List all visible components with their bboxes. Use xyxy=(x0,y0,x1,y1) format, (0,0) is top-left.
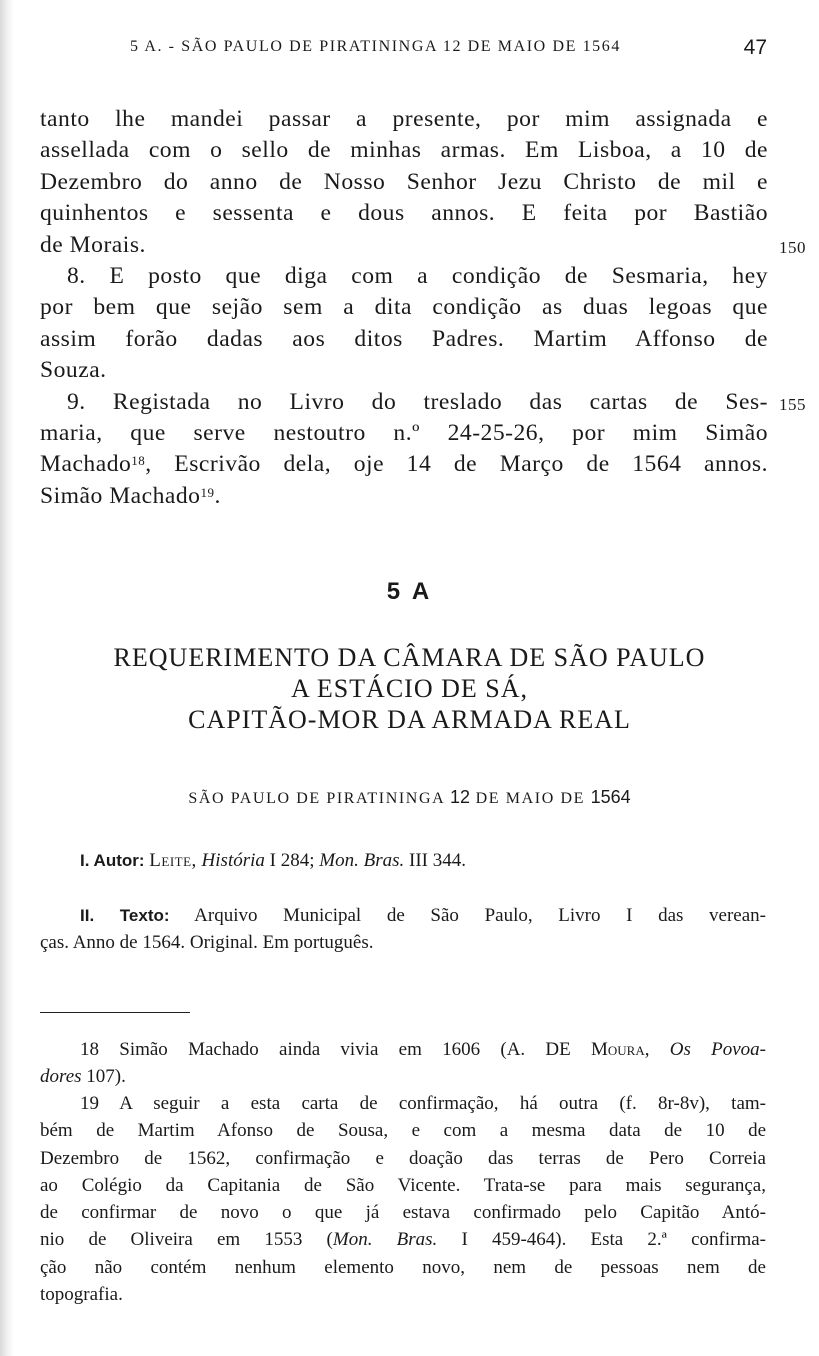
footnote-line: bém de Martim Afonso de Sousa, e com a mesma data de 10 de xyxy=(40,1120,766,1142)
footnote-19 xyxy=(40,1090,766,1308)
body-line: assellada com o sello de minhas armas. Em Lisboa, a 10 de xyxy=(40,137,768,164)
footnote-line xyxy=(40,1226,766,1253)
footnote-line: topografia. xyxy=(40,1284,123,1306)
footnote-author: Moura, xyxy=(591,1039,650,1060)
body-line-text: Simão Machado xyxy=(40,482,201,509)
margin-line-number: 155 xyxy=(779,394,806,414)
section-subheading xyxy=(0,787,819,808)
heading-line: REQUERIMENTO DA CÂMARA DE SÃO PAULO xyxy=(113,643,706,672)
texto-line1: Arquivo Municipal de São Paulo, Livro I das verean- xyxy=(194,905,766,926)
subhead-year: 1564 xyxy=(590,787,631,807)
texto-line xyxy=(40,902,766,929)
footnote-ref-18[interactable]: 18 xyxy=(131,453,146,469)
running-head-title: 5 A. - SÃO PAULO DE PIRATININGA 12 DE MAIO DE 1564 xyxy=(130,38,621,55)
paragraph-9-line xyxy=(40,387,806,418)
body-line-text: de Morais. xyxy=(40,231,146,258)
author-reference xyxy=(40,847,806,874)
footnote-text: I 459-464). Esta 2.ª confirma- xyxy=(437,1229,766,1251)
texto-line2: ças. Anno de 1564. Original. Em português. xyxy=(40,932,374,953)
text-reference xyxy=(40,902,766,956)
autor-work: História xyxy=(201,850,265,871)
subhead-month: DE MAIO DE xyxy=(475,790,585,807)
footnote-line: Dezembro de 1562, confirmação e doação das terras de Pero Correia xyxy=(40,1147,766,1169)
body-line: maria, que serve nestoutro n.º 24-25-26, por mim Simão xyxy=(40,419,768,446)
body-line: assim forão dadas aos ditos Padres. Martim Affonso de xyxy=(40,325,768,352)
footnote-text: 18 Simão Machado ainda vivia em 1606 (A. DE xyxy=(80,1039,592,1060)
body-line-text: , Escrivão dela, oje 14 de Março de 1564 annos. xyxy=(145,451,768,478)
body-line: Souza. xyxy=(40,357,107,384)
footnote-line xyxy=(40,1063,766,1090)
body-line-text: 9. Registada no Livro do treslado das cartas de Ses- xyxy=(67,388,768,415)
footnote-line: de confirmar de novo o que já estava confirmado pelo Capitão Antó- xyxy=(40,1202,766,1224)
body-line: por bem que sejão sem a dita condição as duas legoas que xyxy=(40,294,768,321)
section-number: 5 A xyxy=(386,578,433,605)
footnote-line xyxy=(40,1036,766,1063)
autor-ref2: III 344. xyxy=(409,850,466,871)
footnote-divider xyxy=(40,1012,190,1013)
body-text xyxy=(40,104,806,512)
body-line: tanto lhe mandei passar a presente, por mim assignada e xyxy=(40,106,768,132)
footnote-line: 19 A seguir a esta carta de confirmação, há outra (f. 8r-8v), tam- xyxy=(80,1093,766,1114)
margin-line-number: 150 xyxy=(779,237,806,257)
footnote-18 xyxy=(40,1036,766,1091)
heading-line: A ESTÁCIO DE SÁ, xyxy=(290,674,528,703)
footnote-line: ao Colégio da Capitania de São Vicente. Trata-se para mais segurança, xyxy=(40,1174,766,1196)
footnote-work: Os Povoa- xyxy=(669,1039,767,1060)
body-line: quinhentos e sessenta e dous annos. E feita por Bastião xyxy=(40,200,768,227)
paragraph-8-line: 8. E posto que diga com a condição de Sesmaria, hey xyxy=(67,262,768,289)
autor-work2: Mon. Bras. xyxy=(319,850,405,871)
footnote-ref-19[interactable]: 19 xyxy=(200,484,215,500)
body-line xyxy=(40,449,768,480)
footnote-line: ção não contém nenhum elemento novo, nem de pessoas nem de xyxy=(40,1256,766,1278)
footnote-text: 107). xyxy=(81,1066,126,1088)
footnote-work: dores xyxy=(40,1066,82,1088)
footnote-work: Mon. Bras. xyxy=(332,1229,438,1251)
body-line xyxy=(40,230,806,261)
page-number: 47 xyxy=(743,36,767,59)
section-heading xyxy=(0,642,819,735)
subhead-day: 12 xyxy=(450,787,471,807)
footnote-text: nio de Oliveira em 1553 ( xyxy=(40,1229,333,1251)
body-line-text: . xyxy=(214,482,221,509)
texto-label: II. Texto: xyxy=(80,906,170,925)
body-line: Dezembro do anno de Nosso Senhor Jezu Christo de mil e xyxy=(40,168,768,195)
running-head xyxy=(40,36,767,64)
autor-name: Leite, xyxy=(149,850,197,871)
autor-ref: I 284; xyxy=(269,850,315,871)
body-line-text: Machado xyxy=(40,451,132,478)
body-line xyxy=(40,481,768,512)
heading-line: CAPITÃO-MOR DA ARMADA REAL xyxy=(188,705,631,734)
subhead-place: SÃO PAULO DE PIRATININGA xyxy=(188,790,445,807)
autor-label: I. Autor: xyxy=(80,851,145,870)
